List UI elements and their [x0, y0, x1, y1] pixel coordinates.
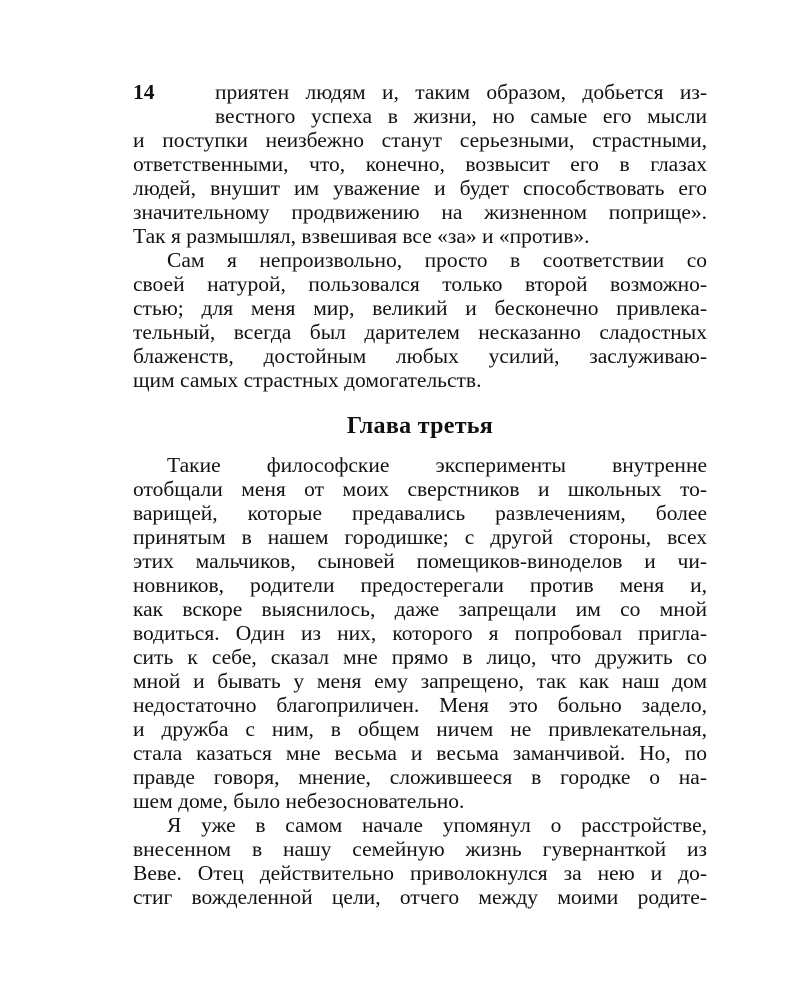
text-line: Я уже в самом начале упомянул о расстройстве, [167, 813, 707, 837]
page-number: 14 [133, 80, 155, 104]
text-line: правде говоря, мнение, сложившееся в городке о на- [133, 765, 707, 789]
text-line: Такие философские эксперименты внутренне [167, 453, 707, 477]
text-line: блаженств, достойным любых усилий, заслуживаю- [133, 344, 707, 368]
text-line: этих мальчиков, сыновей помещиков-виноделов и чи- [133, 549, 707, 573]
text-line: мной и бывать у меня ему запрещено, так как наш дом [133, 669, 707, 693]
text-line: новников, родители предостерегали против меня и, [133, 573, 707, 597]
chapter-title: Глава третья [346, 413, 494, 439]
text-line: приятен людям и, таким образом, добьется из- [215, 80, 707, 104]
text-line: шем доме, было небезосновательно. [133, 789, 465, 813]
text-line: отобщали меня от моих сверстников и школьных то- [133, 477, 707, 501]
text-line: вестного успеха в жизни, но самые его мысли [215, 104, 707, 128]
text-line: и поступки неизбежно станут серьезными, страстными, [133, 128, 707, 152]
text-line: Сам я непроизвольно, просто в соответствии со [167, 248, 707, 272]
text-line: внесенном в нашу семейную жизнь гувернанткой из [133, 837, 707, 861]
text-line: Веве. Отец действительно приволокнулся за нею и до- [133, 861, 707, 885]
text-line: людей, внушит им уважение и будет способствовать его [133, 176, 707, 200]
text-line: ответственными, что, конечно, возвысит его в глазах [133, 152, 707, 176]
text-line: варищей, которые предавались развлечениям, более [133, 501, 707, 525]
text-line: своей натурой, пользовался только второй возможно- [133, 272, 707, 296]
text-line: и дружба с ним, в общем ничем не привлекательная, [133, 717, 707, 741]
text-line: сить к себе, сказал мне прямо в лицо, что дружить со [133, 645, 707, 669]
text-line: стью; для меня мир, великий и бесконечно привлека- [133, 296, 707, 320]
text-line: значительному продвижению на жизненном поприще». [133, 200, 707, 224]
text-line: щим самых страстных домогательств. [133, 368, 482, 392]
text-line: Так я размышлял, взвешивая все «за» и «против». [133, 224, 590, 248]
text-line: стала казаться мне весьма и весьма заманчивой. Но, по [133, 741, 707, 765]
text-line: принятым в нашем городишке; с другой стороны, всех [133, 525, 707, 549]
text-line: стиг вожделенной цели, отчего между моими родите- [133, 885, 707, 909]
text-line: водиться. Один из них, которого я попробовал пригла- [133, 621, 707, 645]
text-line: недостаточно благоприличен. Меня это больно задело, [133, 693, 707, 717]
text-line: как вскоре выяснилось, даже запрещали им со мной [133, 597, 707, 621]
text-line: тельный, всегда был дарителем несказанно сладостных [133, 320, 707, 344]
